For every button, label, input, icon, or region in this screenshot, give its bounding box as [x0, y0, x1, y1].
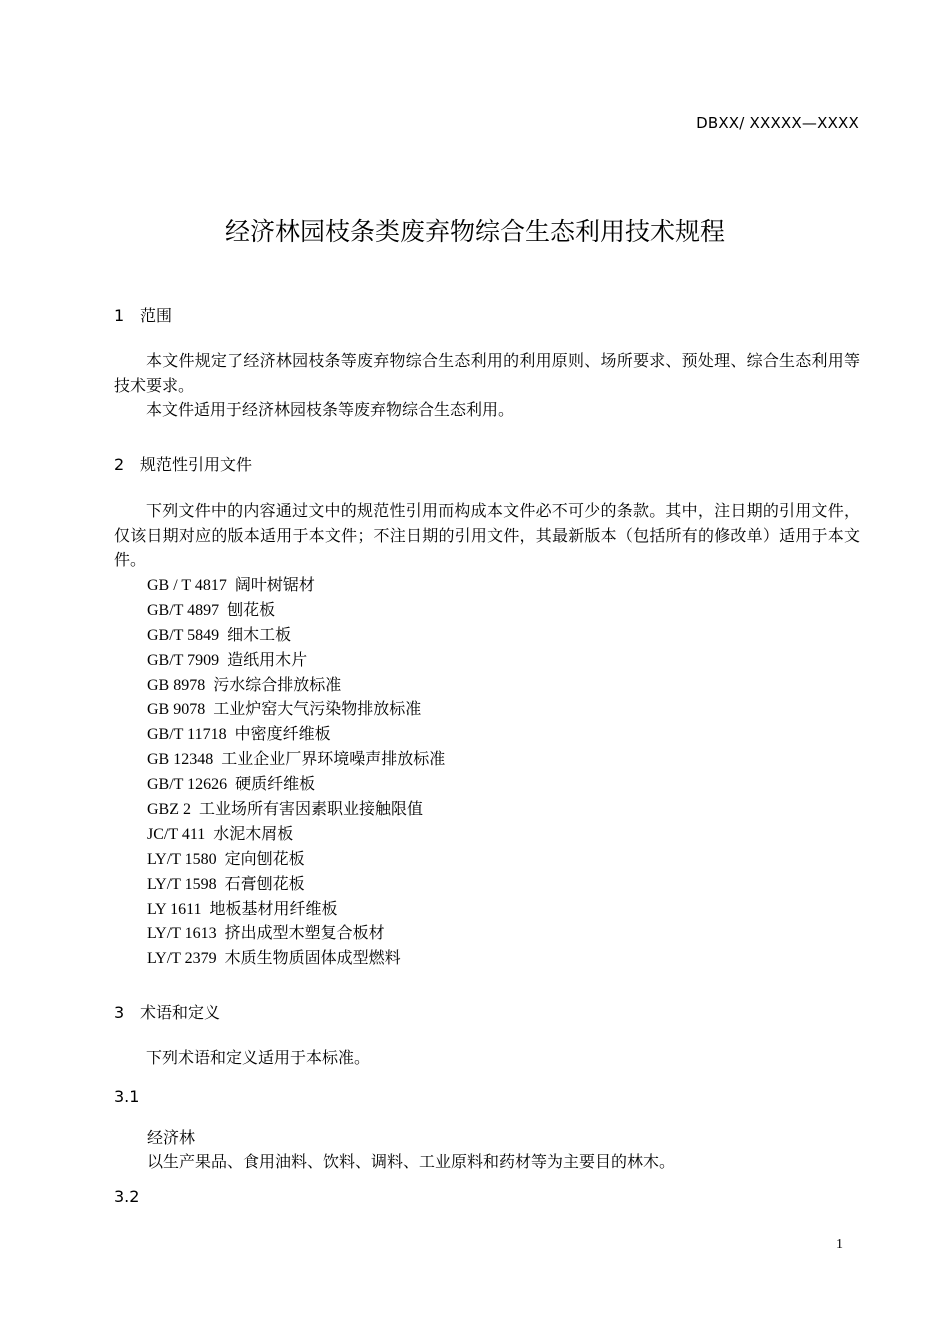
reference-code: LY 1611: [147, 900, 202, 918]
reference-code: GB 12348: [147, 751, 214, 769]
section-1-paragraph-1: 本文件规定了经济林园枝条等废弃物综合生态利用的利用原则、场所要求、预处理、综合生态利用等技术要求。: [114, 353, 860, 395]
section-title: 范围: [140, 306, 173, 325]
reference-title: 造纸用木片: [227, 651, 308, 669]
reference-title: 硬质纤维板: [235, 776, 316, 794]
term-3-1-name: 经济林: [147, 1128, 196, 1147]
reference-code: LY/T 2379: [147, 950, 217, 968]
page-number: 1: [836, 1237, 843, 1252]
reference-code: GB/T 12626: [147, 776, 228, 794]
reference-code: GBZ 2: [147, 801, 191, 819]
reference-item: [147, 748, 445, 773]
reference-title: 工业企业厂界环境噪声排放标准: [221, 751, 446, 769]
section-1-paragraph-2: 本文件适用于经济林园枝条等废弃物综合生态利用。: [146, 402, 515, 419]
document-title: 经济林园枝条类废弃物综合生态利用技术规程: [224, 217, 725, 246]
reference-item: [147, 574, 445, 599]
section-title: 规范性引用文件: [140, 455, 253, 474]
reference-title: 细木工板: [227, 626, 292, 644]
section-number: 3: [114, 1003, 125, 1022]
reference-item: [147, 723, 445, 748]
section-3-heading: [114, 1000, 220, 1023]
section-2-intro: 下列文件中的内容通过文中的规范性引用而构成本文件必不可少的条款。其中，注日期的引用文件，仅该日期对应的版本适用于本文件；不注日期的引用文件，其最新版本（包括所有的修改单）适用于本文件。: [114, 503, 860, 569]
reference-title: 阔叶树锯材: [234, 577, 315, 594]
reference-code: GB/T 11718: [147, 726, 227, 744]
reference-item: [147, 674, 445, 699]
reference-title: 中密度纤维板: [234, 726, 331, 744]
term-3-2-number: 3.2: [114, 1187, 140, 1206]
reference-item: [147, 947, 445, 972]
reference-code: LY/T 1598: [147, 875, 217, 893]
reference-item: [147, 649, 445, 674]
document-code: DBXX/ XXXXX—XXXX: [696, 114, 859, 132]
reference-item: [147, 624, 445, 649]
reference-code: LY/T 1613: [147, 925, 217, 943]
section-1-heading: [114, 303, 172, 326]
reference-code: GB 8978: [147, 676, 206, 694]
reference-title: 水泥木屑板: [213, 825, 294, 843]
term-3-1-definition: 以生产果品、食用油料、饮料、调料、工业原料和药材等为主要目的林木。: [147, 1154, 676, 1171]
reference-item: [147, 823, 445, 848]
section-3-intro: 下列术语和定义适用于本标准。: [146, 1050, 371, 1067]
reference-code: GB/T 5849: [147, 626, 220, 644]
reference-code: GB / T 4817: [147, 577, 227, 594]
reference-title: 定向刨花板: [224, 850, 305, 868]
reference-code: GB 9078: [147, 701, 206, 719]
reference-list: [147, 574, 445, 972]
reference-code: GB/T 4897: [147, 601, 220, 619]
reference-item: [147, 898, 445, 923]
reference-title: 挤出成型木塑复合板材: [224, 925, 385, 943]
reference-title: 工业场所有害因素职业接触限值: [199, 801, 424, 819]
section-number: 1: [114, 306, 125, 325]
reference-item: [147, 873, 445, 898]
reference-item: [147, 698, 445, 723]
section-number: 2: [114, 455, 125, 474]
reference-title: 木质生物质固体成型燃料: [224, 950, 401, 968]
reference-code: JC/T 411: [147, 825, 206, 843]
reference-title: 地板基材用纤维板: [209, 900, 338, 918]
term-3-1-number: 3.1: [114, 1087, 140, 1106]
section-2-heading: [114, 452, 252, 475]
reference-title: 刨花板: [227, 601, 276, 619]
reference-item: [147, 848, 445, 873]
reference-title: 工业炉窑大气污染物排放标准: [213, 701, 422, 719]
reference-code: GB/T 7909: [147, 651, 220, 669]
reference-item: [147, 599, 445, 624]
reference-item: [147, 773, 445, 798]
reference-item: [147, 922, 445, 947]
reference-item: [147, 798, 445, 823]
reference-title: 污水综合排放标准: [213, 676, 342, 694]
reference-title: 石膏刨花板: [224, 875, 305, 893]
section-title: 术语和定义: [140, 1003, 221, 1022]
reference-code: LY/T 1580: [147, 850, 217, 868]
